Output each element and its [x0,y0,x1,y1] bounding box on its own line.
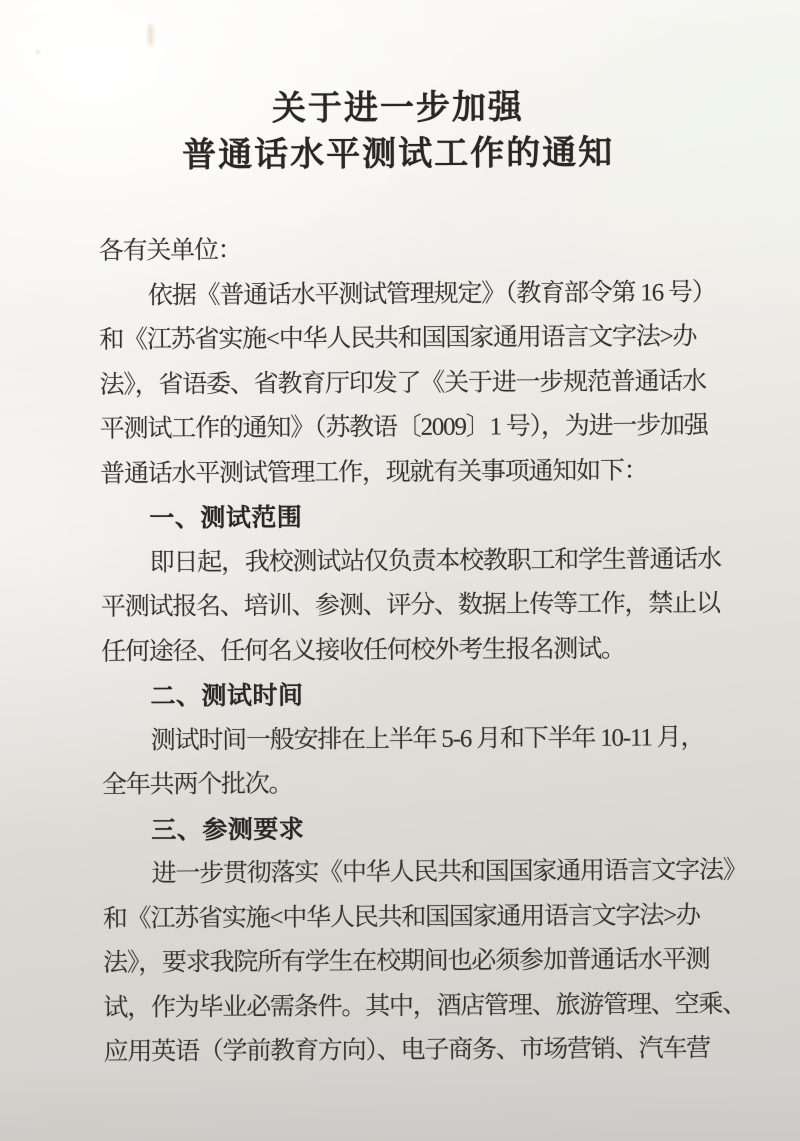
document-line: 全年共两个批次。 [101,770,293,799]
document-line: 应用英语（学前教育方向）、电子商务、市场营销、汽车营 [103,1035,711,1066]
document-title-line-2: 普通话水平测试工作的通知 [182,134,615,175]
document-line: 各有关单位： [98,236,242,265]
section-heading-line: 二、测试时间 [150,681,304,711]
document-line: 任何途径、任何名义接收任何校外考生报名测试。 [101,635,625,666]
document-line: 依据《普通话水平测试管理规定》（教育部令第 16 号） [147,278,716,310]
document-body [98,226,747,1075]
document-line: 测试时间一般安排在上半年 5-6 月和下半年 10-11 月， [150,723,705,755]
document-line: 平测试工作的通知》（苏教语〔2009〕1 号），为进一步加强 [99,412,708,443]
section-heading-line: 一、测试范围 [149,503,303,533]
document-line: 即日起，我校测试站仅负责本校教职工和学生普通话水 [149,545,721,577]
document-line: 试，作为毕业必需条件。其中，酒店管理、旅游管理、空乘、 [103,990,747,1022]
section-heading-line: 三、参测要求 [151,815,305,845]
document-line: 法》，要求我院所有学生在校期间也必须参加普通话水平测 [103,946,710,977]
document-line: 和《江苏省实施<中华人民共和国国家通用语言文字法>办 [102,901,700,933]
document-line: 进一步贯彻落实《中华人民共和国国家通用语言文字法》 [151,856,747,888]
document-line: 普通话水平测试管理工作，现就有关事项通知如下： [100,456,648,488]
document-title [0,84,798,181]
document-line: 法》，省语委、省教育厅印发了《关于进一步规范普通话水 [99,367,706,399]
document-line: 和《江苏省实施<中华人民共和国国家通用语言文字法>办 [99,323,697,354]
document-title-line-1: 关于进一步加强 [271,89,524,128]
document-line: 平测试报名、培训、参测、评分、数据上传等工作，禁止以 [100,590,720,621]
